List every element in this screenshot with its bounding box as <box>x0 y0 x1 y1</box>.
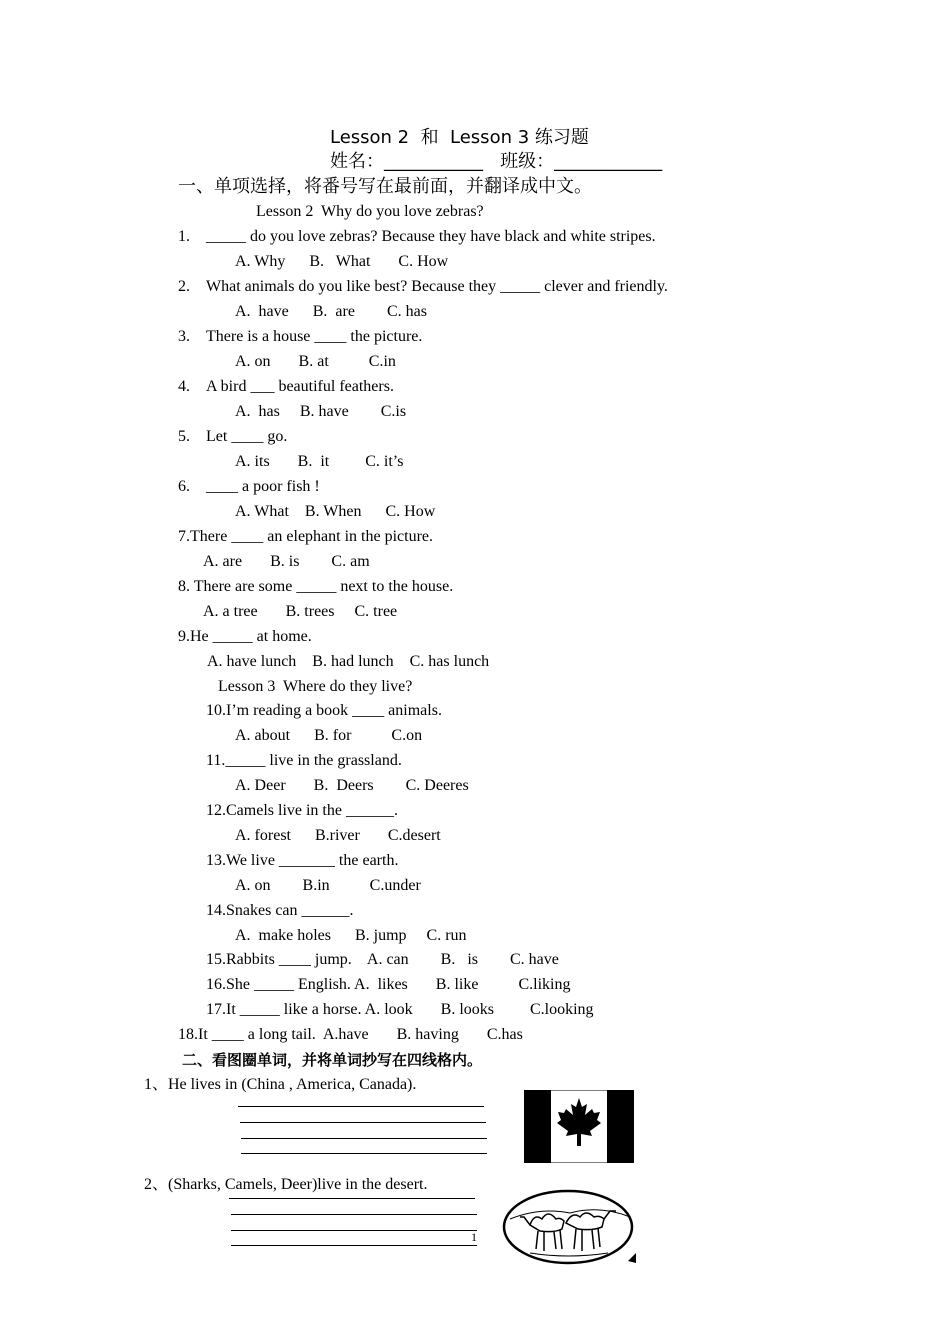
question-text: There is a house ____ the picture. <box>206 328 423 345</box>
question-12-options: A. forest B.river C.desert <box>235 827 441 844</box>
question-number: 3. <box>178 328 190 345</box>
question-text: What animals do you like best? Because they _____ clever and friendly. <box>206 278 668 295</box>
question-text: ____ a poor fish ! <box>206 478 320 495</box>
lesson3-heading: Lesson 3 Where do they live? <box>218 678 413 695</box>
question-options: A. on B. at C.in <box>235 353 396 370</box>
lesson2-heading: Lesson 2 Why do you love zebras? <box>256 203 484 220</box>
question-11: 11._____ live in the grassland. <box>206 752 402 769</box>
section2-heading: 二、看图圈单词，并将单词抄写在四线格内。 <box>182 1051 483 1069</box>
question-17: 17.It _____ like a horse. A. look B. looks C.looking <box>206 1001 594 1018</box>
question-number: 2. <box>178 278 190 295</box>
writing-line <box>231 1230 477 1231</box>
question-9-options: A. have lunch B. had lunch C. has lunch <box>207 653 490 670</box>
picture-question-2: 2、(Sharks, Camels, Deer)live in the desert. <box>144 1176 428 1193</box>
section1-heading: 一、单项选择，将番号写在最前面，并翻译成中文。 <box>178 176 592 197</box>
camels-desert-icon <box>500 1187 640 1267</box>
writing-line <box>231 1214 477 1215</box>
question-13-options: A. on B.in C.under <box>235 877 421 894</box>
question-text: Let ____ go. <box>206 428 288 445</box>
question-text: A bird ___ beautiful feathers. <box>206 378 394 395</box>
writing-line <box>231 1245 477 1246</box>
question-8-options: A. a tree B. trees C. tree <box>203 603 398 620</box>
question-options: A. has B. have C.is <box>235 403 407 420</box>
question-11-options: A. Deer B. Deers C. Deeres <box>235 777 469 794</box>
question-14: 14.Snakes can ______. <box>206 902 354 919</box>
question-10: 10.I’m reading a book ____ animals. <box>206 702 442 719</box>
writing-line <box>240 1122 486 1123</box>
question-options: A. Why B. What C. How <box>235 253 449 270</box>
name-class-line: 姓名：___________ 班级：____________ <box>330 151 663 172</box>
question-9: 9.He _____ at home. <box>178 628 312 645</box>
writing-line <box>229 1198 475 1199</box>
picture-question-1: 1、He lives in (China , America, Canada). <box>144 1076 417 1093</box>
question-15: 15.Rabbits ____ jump. A. can B. is C. have <box>206 951 559 968</box>
question-number: 4. <box>178 378 190 395</box>
question-options: A. have B. are C. has <box>235 303 427 320</box>
question-number: 1. <box>178 228 190 245</box>
question-16: 16.She _____ English. A. likes B. like C.liking <box>206 976 571 993</box>
question-10-options: A. about B. for C.on <box>235 727 423 744</box>
writing-line <box>241 1138 487 1139</box>
question-12: 12.Camels live in the ______. <box>206 802 398 819</box>
question-18: 18.It ____ a long tail. A.have B. having C.has <box>178 1026 523 1043</box>
question-options: A. What B. When C. How <box>235 503 436 520</box>
writing-line <box>238 1106 484 1107</box>
question-8: 8. There are some _____ next to the house. <box>178 578 454 595</box>
question-7: 7.There ____ an elephant in the picture. <box>178 528 434 545</box>
worksheet-title: Lesson 2 和 Lesson 3 练习题 <box>330 127 589 148</box>
page-number: 1 <box>471 1230 477 1244</box>
question-7-options: A. are B. is C. am <box>203 553 370 570</box>
question-14-options: A. make holes B. jump C. run <box>235 927 467 944</box>
canada-flag-icon <box>524 1090 634 1163</box>
question-number: 6. <box>178 478 190 495</box>
question-text: _____ do you love zebras? Because they have black and white stripes. <box>206 228 656 245</box>
question-number: 5. <box>178 428 190 445</box>
question-options: A. its B. it C. it’s <box>235 453 404 470</box>
writing-line <box>241 1153 487 1154</box>
question-13: 13.We live _______ the earth. <box>206 852 399 869</box>
